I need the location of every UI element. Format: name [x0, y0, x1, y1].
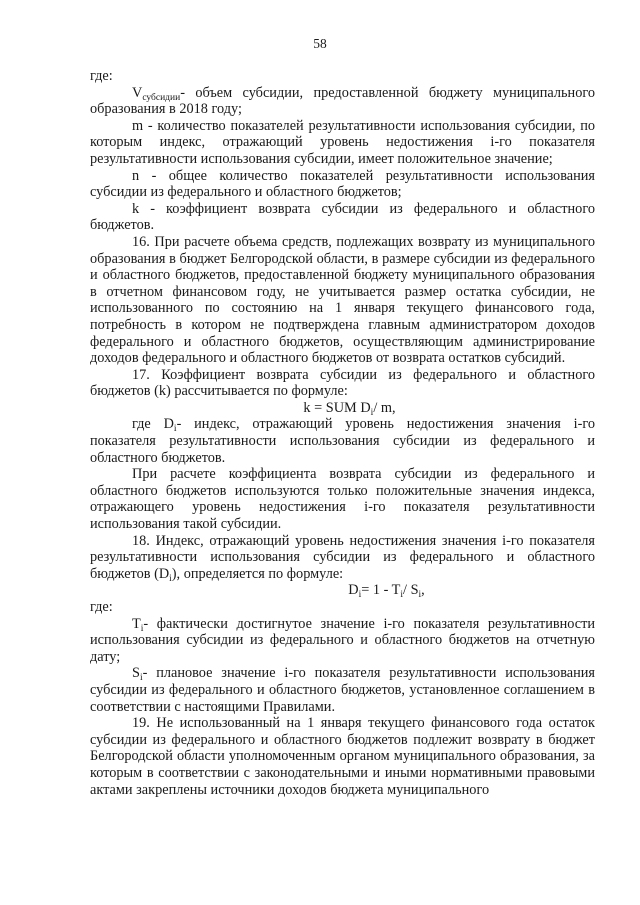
- definition-m: m - количество показателей результативности использования субсидии, по которым индекс, отражающий уровень недостижения i-го показателя результативности использования субсидии, имеет положительное значение;: [90, 117, 595, 167]
- definition-d: где $D_i-$ индекс, отражающий уровень недостижения значения i-го показателя результативности использования субсидии из федерального и областного бюджетов.: [90, 416, 596, 466]
- paragraph-17: 17. Коэффициент возврата субсидии из федерального и областного бюджетов (k) рассчитывается по формуле:: [90, 366, 595, 400]
- formula-d: $D_i= 1 - T_i/$ $S_i$,: [348, 582, 425, 601]
- where-label: где:: [90, 68, 113, 84]
- definition-s: $S_i-$ плановое значение i-го показателя результативности использования субсидии из федерального и областного бюджетов, установленное соглашением в соответствии с настоящими Правилами.: [90, 665, 595, 715]
- page-number: 58: [313, 36, 327, 51]
- paragraph-positive-values: При расчете коэффициента возврата субсидии из федерального и областного бюджетов используются только положительные значения индекса, отражающего уровень недостижения i-го показателя результативности использования такой субсидии.: [90, 466, 595, 533]
- document-body: [90, 68, 595, 798]
- definition-k: k - коэффициент возврата субсидии из федерального и областного бюджетов.: [90, 200, 595, 234]
- paragraph-16: 16. При расчете объема средств, подлежащих возврату из муниципального образования в бюджет Белгородской области, в размере субсидии из федерального и областного бюджетов, предоставленной бюджету муниципального образования в отчетном финансовом году, не учитывается размер остатка субсидии, не использованного по состоянию на 1 января текущего финансового года, потребность в котором не подтверждена главным администратором доходов федерального и областного бюджетов, осуществляющим администрирование доходов федерального и областного бюджетов от возврата остатков субсидий.: [90, 233, 595, 367]
- definition-n: n - общее количество показателей результативности использования субсидии из федерального и областного бюджетов;: [90, 167, 595, 201]
- paragraph-19: 19. Не использованный на 1 января текущего финансового года остаток субсидии из федерального и областного бюджетов подлежит возврату в бюджет Белгородской области уполномоченным органом муниципального образования, за которым в соответствии с законодательными и иными нормативными правовыми актами закреплены источники доходов бюджета муниципального: [90, 715, 595, 798]
- definition-v-subsidy: $V_{субсидии}-$ объем субсидии, предоставленной бюджету муниципального образования в 2018 году;: [90, 84, 595, 118]
- definition-t: $T_i-$ фактически достигнутое значение i-го показателя результативности использования субсидии из федерального и областного бюджетов на отчетную дату;: [90, 615, 595, 665]
- paragraph-18: 18. Индекс, отражающий уровень недостижения значения i-го показателя результативности использования субсидии из федерального и областного бюджетов $(D_i)$, определяется по формуле:: [90, 532, 595, 584]
- where-label-2: где:: [90, 599, 113, 615]
- formula-k: k = SUM $D_i/$ m,: [303, 399, 396, 418]
